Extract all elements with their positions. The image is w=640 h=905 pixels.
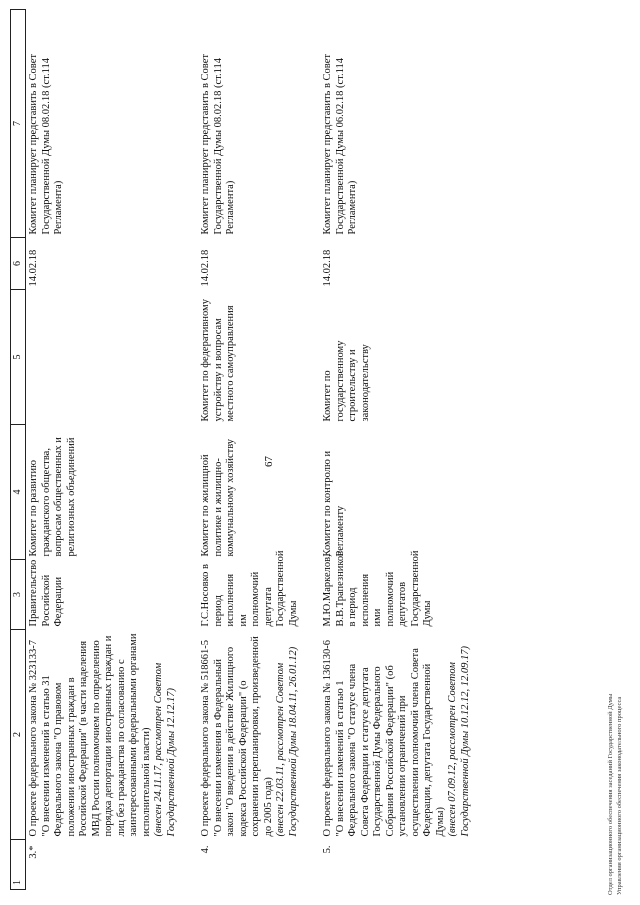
footer-line-1: Отдел организационного обеспечения заседаний Государственной Думы: [607, 693, 614, 895]
header-col-3: 3: [11, 560, 26, 630]
bill-body: "О внесении изменения в Федеральный закон "О введении в действие Жилищного кодекса Российской Федерации" (о сохранении перепланировки, произведенной до 2005 года): [212, 636, 274, 837]
responsible-committee: Комитет по жилищной политике и жилищно-коммунальному хозяйству: [200, 438, 236, 557]
header-col-1: 1: [11, 840, 26, 890]
page-number: 67: [263, 456, 275, 467]
bill-note: (внесен 24.11.17, рассмотрен Советом Государственной Думы 12.12.17): [153, 662, 177, 837]
date: 14.02.18: [200, 249, 211, 287]
initiator: Правительство Российской Федерации: [28, 559, 64, 627]
date: 14.02.18: [322, 249, 333, 287]
responsible-committee: Комитет по контролю и Регламенту: [322, 450, 346, 557]
date: 14.02.18: [28, 249, 39, 287]
header-col-4: 4: [11, 425, 26, 560]
co-committee: Комитет по государственному строительству и законодательству: [322, 340, 371, 422]
bill-note: (внесен 22.03.11, рассмотрен Советом Государственной Думы 18.04.11, 26.01.12): [275, 646, 299, 837]
table-row: [198, 10, 302, 890]
header-col-2: 2: [11, 630, 26, 840]
row-number: 3.*: [28, 845, 39, 859]
row-spacer: [180, 10, 198, 890]
initiator: Г.С.Носовко в период исполнения им полномочий депутата Государственной Думы: [200, 550, 299, 627]
header-col-6: 6: [11, 238, 26, 290]
table-row: [26, 10, 181, 890]
footer: [606, 694, 624, 895]
initiator: М.Ю.Маркелов, В.В.Трапезников в период исполнения ими полномочий депутатов Государственной Думы: [322, 550, 433, 627]
bill-body: "О внесении изменений в статью 31 Федерального закона "О правовом положении иностранных граждан в Российской Федерации" (в части наделения МВД России полномочием по определению порядка депортации иностранных граждан и лиц без гражданства по согласованию с заинтересованными федеральными органами исполнительной власти): [40, 633, 152, 837]
table-row: [320, 10, 474, 890]
table-header-row: [11, 10, 26, 890]
bill-note: (внесен 07.09.12, рассмотрен Советом Государственной Думы 10.12.12, 12.09.17): [447, 646, 471, 837]
row-spacer: [302, 10, 320, 890]
row-number: 5.: [322, 845, 333, 854]
bill-title: О проекте федерального закона № 518661-5: [200, 639, 211, 837]
responsible-committee: Комитет по развитию гражданского общества, вопросам общественных и религиозных объединений: [28, 437, 77, 557]
co-committee: [26, 290, 181, 425]
plan-note: Комитет планирует представить в Совет Государственной Думы 08.02.18 (ст.114 Регламента): [28, 54, 64, 235]
agenda-table: [10, 9, 474, 890]
bill-body: "О внесении изменений в статью 1 Федерального закона "О статусе члена Совета Федерации и статусе депутата Государственной Думы Федерального Собрания Российской Федерации" (об установлении ограничений при осуществлении полномочий члена Совета Федерации, депутата Государственной Думы): [334, 648, 446, 837]
plan-note: Комитет планирует представить в Совет Государственной Думы 06.02.18 (ст.114 Регламента): [322, 54, 358, 235]
bill-description: [26, 630, 181, 840]
bill-title: О проекте федерального закона № 323133-7: [28, 639, 39, 837]
footer-line-2: Управления организационного обеспечения законодательного процесса: [616, 696, 623, 895]
bill-title: О проекте федерального закона № 136130-6: [322, 639, 333, 837]
plan-note: Комитет планирует представить в Совет Государственной Думы 08.02.18 (ст.114 Регламента): [200, 54, 236, 235]
header-col-7: 7: [11, 10, 26, 238]
header-col-5: 5: [11, 290, 26, 425]
bill-description: [320, 630, 474, 840]
co-committee: Комитет по федеративному устройству и вопросам местного самоуправления: [200, 299, 236, 422]
bill-description: [198, 630, 302, 840]
row-number: 4.: [200, 845, 211, 854]
